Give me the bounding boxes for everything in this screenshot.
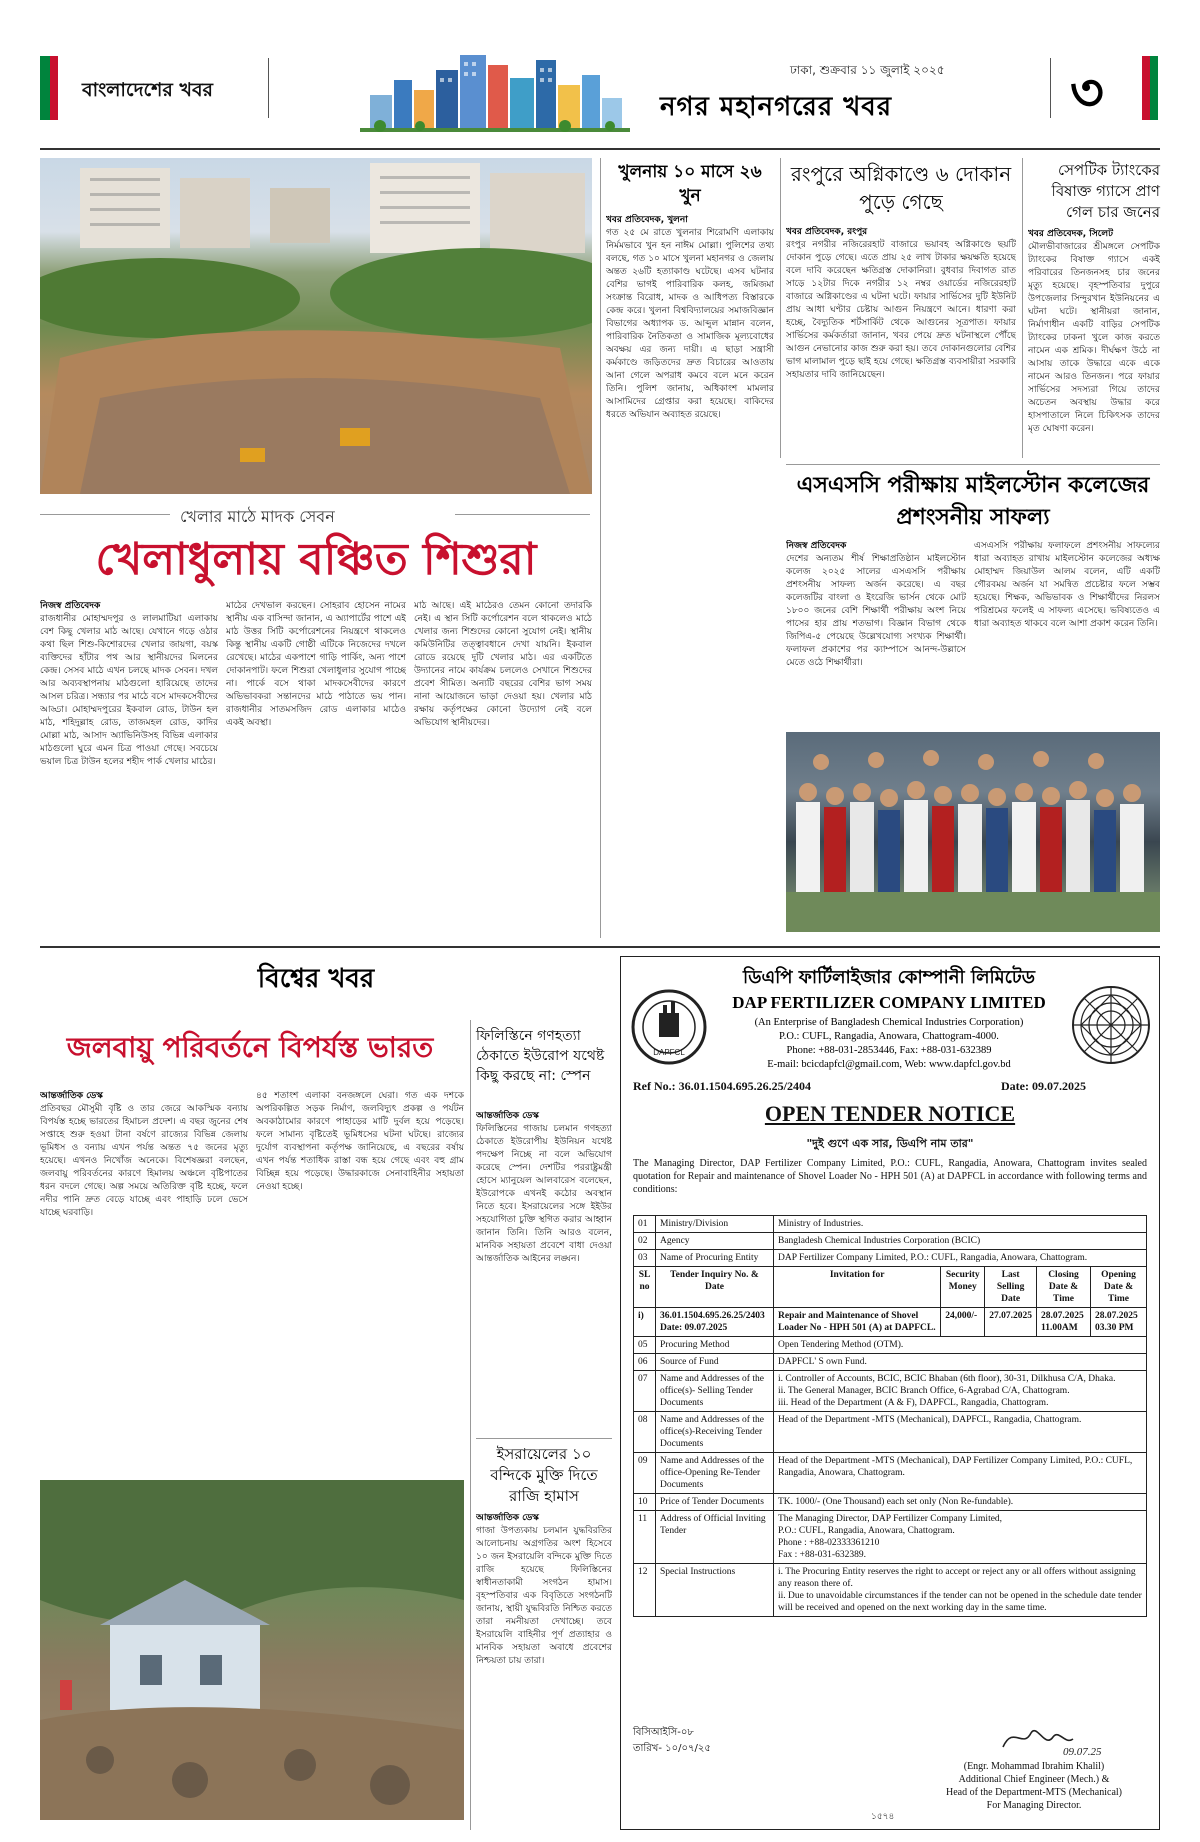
tender-slogan: "দুই গুণে এক সার, ডিএপি নাম তার" <box>806 1137 974 1150</box>
world-headline: জলবায়ু পরিবর্তনে বিপর্যস্ত ভারত <box>66 1031 434 1064</box>
signatory-designation-3: For Managing Director. <box>986 1800 1082 1811</box>
world-column-1 <box>40 1090 248 1472</box>
world-body-2: ৪৫ শতাংশ এলাকা বনজঙ্গলে ঘেরা। গত এক দশকে অপরিকল্পিত সড়ক নির্মাণ, জলবিদ্যুৎ প্রকল্প ও পর্যটন অবকাঠামোর কারণে পাহাড়ের মাটি দুর্বল হয়ে পড়েছে। ফলে সামান্য বৃষ্টিতেই ভূমিধসের ঘটনা ঘটছে। রাজ্যের দুর্যোগ ব্যবস্থাপনা কর্তৃপক্ষ জানিয়েছে, এ বছরের বর্ষায় এখন পর্যন্ত শতাধিক রাস্তা বন্ধ হয়ে গেছে এবং বহু গ্রাম বিচ্ছিন্ন হয়ে পড়েছে। উদ্ধারকাজে সেনাবাহিনীর সহায়তা নেওয়া হচ্ছে। <box>256 1091 464 1192</box>
rangpur-body: রংপুর নগরীর নজিরেরহাট বাজারে ভয়াবহ অগ্নিকাণ্ডে ছয়টি দোকান পুড়ে গেছে। এতে প্রায় ২৫ লাখ টাকার ক্ষয়ক্ষতি হয়েছে বলে দাবি করেছেন ক্ষতিগ্রস্ত দোকানিরা। বুধবার দিবাগত রাত সাড়ে ১২টার দিকে নগরীর ১২ নম্বর ওয়ার্ডের নজিরেরহাট বাজারে অগ্নিকাণ্ডের এ ঘটনা ঘটে। ফায়ার সার্ভিসের দুটি ইউনিট প্রায় আধা ঘণ্টার চেষ্টায় আগুন নিয়ন্ত্রণে আনে। ধারণা করা হচ্ছে, বৈদ্যুতিক শর্টসার্কিট থেকে আগুনের সূত্রপাত। ফায়ার সার্ভিসের কর্মকর্তারা জানান, খবর পেয়ে দ্রুত ঘটনাস্থলে পৌঁছে আগুন নেভানোর কাজ শুরু করা হয়। তবে দোকানগুলোর বেশির ভাগ মালামাল পুড়ে ছাই হয়ে গেছে। ক্ষতিগ্রস্ত ব্যবসায়ীরা সরকারি সহায়তার দাবি জানিয়েছেন। <box>786 240 1016 380</box>
row-no: 09 <box>634 1453 656 1494</box>
table-row <box>634 1250 1147 1267</box>
signatory-name: (Engr. Mohammad Ibrahim Khalil) <box>963 1761 1105 1772</box>
row-value: Ministry of Industries. <box>774 1216 1147 1233</box>
row-value: TK. 1000/- (One Thousand) each set only (Non Re-fundable). <box>774 1494 1147 1511</box>
header-tender-no: Tender Inquiry No. & Date <box>656 1267 774 1308</box>
students-celebration-photo <box>786 732 1160 932</box>
signature-date: 09.07.25 <box>1063 1746 1102 1758</box>
row-label: Name and Addresses of the office(s)- Selling Tender Documents <box>656 1371 774 1412</box>
row-no: 12 <box>634 1564 656 1617</box>
rangpur-byline: খবর প্রতিবেদক, রংপুর <box>786 227 868 237</box>
page-number: ৩ <box>1070 63 1104 123</box>
masthead-divider-right <box>1050 58 1051 118</box>
lead-body-3: মাঠ আছে। এই মাঠেরও তেমন কোনো তদারকি নেই। এ স্থান সিটি কর্পোরেশন বলে থাকলেও মাঠে খেলার জন্য শিশুদের কোনো সুযোগ নেই। স্থানীয় কমিউনিটির তত্ত্বাবধানে দেখা যায়নি। ইকবাল রোডে রয়েছে দুটি খেলার মাঠ। এর একটিতে উদ্যানের নামে কার্যক্রম চললেও সেখানে শিশুদের প্রবেশ সীমিত। অন্যটি বছরের বেশির ভাগ সময় নানা আয়োজনে ভাড়া দেওয়া হয়। খেলার মাঠ রক্ষায় কর্তৃপক্ষের কোনো উদ্যোগ নেই বলে অভিযোগ স্থানীয়দের। <box>414 601 592 728</box>
table-row <box>634 1494 1147 1511</box>
col-divider-world <box>470 1020 471 1830</box>
bcic-emblem <box>1069 983 1153 1067</box>
palestine-column <box>476 1110 612 1430</box>
tender-intro: The Managing Director, DAP Fertilizer Company Limited, P.O.: CUFL, Rangadia, Anowara, Chattogram invites sealed quotation for Repair and maintenance of Shovel Loader No - HPH 501 (A) at DAPFCL in accordance with following terms and conditions: <box>633 1158 1147 1195</box>
inv-last-selling: 27.07.2025 <box>985 1308 1037 1337</box>
row-value: i. Controller of Accounts, BCIC, BCIC Bhaban (6th floor), 30-31, Dilkhusa C/A, Dhaka. ii. The General Manager, BCIC Branch Office, 6-Agrabad C/A, Chattogram. iii. Head of the Department (A & F), DAPFCL, Rangadia, Chattogram. <box>774 1371 1147 1412</box>
col-divider-khulna <box>600 158 601 938</box>
dapfcl-logo-text: DAPFCL <box>653 1048 685 1057</box>
hamas-column <box>476 1512 612 1832</box>
lead-headline: খেলাধুলায় বঞ্চিত শিশুরা <box>95 534 537 585</box>
kicker-rule-right <box>455 514 590 515</box>
tender-ref-no: Ref No.: 36.01.1504.695.26.25/2404 <box>633 1079 811 1093</box>
sylhet-byline: খবর প্রতিবেদক, সিলেট <box>1028 229 1113 239</box>
row-label: Agency <box>656 1233 774 1250</box>
row-value: DAPFCL' S own Fund. <box>774 1354 1147 1371</box>
khulna-byline: খবর প্রতিবেদক, খুলনা <box>606 215 688 225</box>
lead-body-2: মাঠের দেখভাল করছেন। সোহরাব হোসেন নামের স্থানীয় এক বাসিন্দা জানান, এ অ্যাপার্টের পাশে এই মাঠ উত্তর সিটি কর্পোরেশনের নিয়ন্ত্রণে থাকলেও কিন্তু স্থানীয় একটি গোষ্ঠী এটিকে নিজেদের দখলে রেখেছে। মাঠের একপাশে গাড়ি পার্কিং, অন্য পাশে দোকানপাট। ফলে শিশুরা খেলাধুলার সুযোগ পাচ্ছে না। পার্কে বসে থাকা মাদকসেবীদের কারণে অভিভাবকরা সন্তানদের মাঠে পাঠাতে ভয় পান। রাজধানীর সাতমসজিদ রোড এলাকার মাঠেও একই অবস্থা। <box>226 601 406 728</box>
table-row <box>634 1354 1147 1371</box>
row-no: 06 <box>634 1354 656 1371</box>
table-row <box>634 1564 1147 1617</box>
header-sl: SL no <box>634 1267 656 1308</box>
row-label: Name and Addresses of the office(s)-Receiving Tender Documents <box>656 1412 774 1453</box>
company-name-en: DAP FERTILIZER COMPANY LIMITED <box>732 993 1046 1012</box>
hamas-headline: ইসরায়েলের ১০ বন্দিকে মুক্তি দিতে রাজি হামাস <box>490 1445 598 1505</box>
lead-byline: নিজস্ব প্রতিবেদক <box>40 601 101 611</box>
kicker-rule-left <box>40 514 170 515</box>
inv-opening: 28.07.2025 03.30 PM <box>1091 1308 1147 1337</box>
company-email: E-mail: bcicdapfcl@gmail.com, Web: www.dapfcl.gov.bd <box>767 1059 1011 1070</box>
inv-invitation: Repair and Maintenance of Shovel Loader No - HPH 501 (A) at DAPFCL. <box>774 1308 941 1337</box>
row-value: Open Tendering Method (OTM). <box>774 1337 1147 1354</box>
top-section-bottom-rule <box>40 946 1160 948</box>
row-label: Name and Addresses of the office-Opening Re-Tender Documents <box>656 1453 774 1494</box>
section-title: নগর মহানগরের খবর <box>660 92 893 122</box>
signatory-designation-1: Additional Chief Engineer (Mech.) & <box>958 1774 1110 1785</box>
sylhet-column <box>1028 228 1160 458</box>
col-divider-sylhet <box>1022 158 1023 458</box>
masthead-red-bar-left <box>50 56 58 120</box>
table-row <box>634 1453 1147 1494</box>
lead-column-2 <box>226 600 406 930</box>
sylhet-headline: সেপটিক ট্যাংকের বিষাক্ত গ্যাসে প্রাণ গেল চার জনের <box>1051 161 1160 221</box>
world-byline: আন্তর্জাতিক ডেস্ক <box>40 1091 103 1101</box>
lead-kicker: খেলার মাঠে মাদক সেবন <box>180 507 335 526</box>
signature <box>997 1719 1117 1759</box>
row-no: 01 <box>634 1216 656 1233</box>
sylhet-body: মৌলভীবাজারের শ্রীমঙ্গলে সেপটিক ট্যাংকের বিষাক্ত গ্যাসে একই পরিবারের তিনজনসহ চার জনের মৃত্যু হয়েছে। বৃহস্পতিবার দুপুরে উপজেলার সিন্দুরখান ইউনিয়নের এ ঘটনা ঘটে। স্থানীয়রা জানান, নির্মাণাধীন একটি বাড়ির সেপটিক ট্যাংকের ঢাকনা খুলে কাজ করতে নামেন এক শ্রমিক। দীর্ঘক্ষণ উঠে না আসায় তাকে উদ্ধারে একে একে নামেন আরও তিনজন। পরে ফায়ার সার্ভিসের সদস্যরা গিয়ে তাদের অচেতন অবস্থায় উদ্ধার করে হাসপাতালে নিলে চিকিৎসক তাদের মৃত ঘোষণা করেন। <box>1028 242 1160 434</box>
inv-sl: i) <box>634 1308 656 1337</box>
khulna-headline: খুলনায় ১০ মাসে ২৬ খুন <box>618 162 762 206</box>
row-label: Address of Official Inviting Tender <box>656 1511 774 1564</box>
ssc-body-2: এসএসসি পরীক্ষায় ফলাফলে প্রশংসনীয় সাফল্যের ধারা অব্যাহত রাখায় মাইলস্টোন কলেজের অধ্যক্ষ মোহাম্মদ জিয়াউল আলম বলেন, এটি একটি গৌরবময় অর্জন যা সমন্বিত প্রচেষ্টার ফলে সম্ভব হয়েছে। শিক্ষক, অভিভাবক ও শিক্ষার্থীদের নিরলস পরিশ্রমের ফলেই এ সাফল্য এসেছে। ভবিষ্যতেও এ ধারা অব্যাহত থাকবে বলে আশা প্রকাশ করেন তিনি। <box>974 541 1160 629</box>
masthead-red-bar-right <box>1142 56 1150 120</box>
row-label: Special Instructions <box>656 1564 774 1617</box>
tender-table <box>633 1215 1147 1617</box>
hamas-byline: আন্তর্জাতিক ডেস্ক <box>476 1513 539 1523</box>
masthead-bottom-rule <box>40 148 1160 150</box>
invitation-row <box>634 1308 1147 1337</box>
table-row <box>634 1412 1147 1453</box>
row-value: Bangladesh Chemical Industries Corporation (BCIC) <box>774 1233 1147 1250</box>
ssc-body-1: দেশের অন্যতম শীর্ষ শিক্ষাপ্রতিষ্ঠান মাইলস্টোন কলেজ ২০২৫ সালের এসএসসি পরীক্ষায় প্রশংসনীয় সাফল্য অর্জন করেছে। এ বছর কলেজটির বাংলা ও ইংরেজি ভার্সন থেকে মোট ১৮০০ জনের বেশি শিক্ষার্থী পরীক্ষায় অংশ নিয়ে পাসের হার প্রায় শতভাগ। বিজ্ঞান বিভাগ থেকে জিপিএ-৫ পেয়েছে উল্লেখযোগ্য সংখ্যক শিক্ষার্থী। ফলাফল প্রকাশের পর ক্যাম্পাসে আনন্দ-উল্লাসে মেতে ওঠে শিক্ষার্থীরা। <box>786 554 966 668</box>
palestine-body: ফিলিস্তিনের গাজায় চলমান গণহত্যা ঠেকাতে ইউরোপীয় ইউনিয়ন যথেষ্ট পদক্ষেপ নিচ্ছে না বলে অভিযোগ করেছে স্পেন। দেশটির পররাষ্ট্রমন্ত্রী হোসে ম্যানুয়েল আলবারেস বলেছেন, ইউরোপকে এখনই কঠোর অবস্থান নিতে হবে। ইসরায়েলের সঙ্গে ইইউর সহযোগিতা চুক্তি স্থগিত করার আহ্বান জানান তিনি। তিনি আরও বলেন, মানবিক সহায়তা প্রবেশে বাধা দেওয়া আন্তর্জাতিক আইনের লঙ্ঘন। <box>476 1124 612 1264</box>
inv-closing: 28.07.2025 11.00AM <box>1037 1308 1091 1337</box>
company-name-bn: ডিএপি ফার্টিলাইজার কোম্পানী লিমিটেড <box>743 967 1035 988</box>
header-opening: Opening Date & Time <box>1091 1267 1147 1308</box>
ssc-byline: নিজস্ব প্রতিবেদক <box>786 541 847 551</box>
row-label: Ministry/Division <box>656 1216 774 1233</box>
palestine-headline: ফিলিস্তিনে গণহত্যা ঠেকাতে ইউরোপ যথেষ্ট কিছু করছে না: স্পেন <box>476 1028 605 1084</box>
row-label: Name of Procuring Entity <box>656 1250 774 1267</box>
lead-column-1 <box>40 600 218 930</box>
header-security: Security Money <box>941 1267 985 1308</box>
bcic-code: বিসিআইসি-০৮ <box>633 1727 694 1738</box>
khulna-column <box>606 214 774 930</box>
table-row <box>634 1511 1147 1564</box>
row-no: 03 <box>634 1250 656 1267</box>
company-enterprise: (An Enterprise of Bangladesh Chemical Industries Corporation) <box>754 1017 1024 1028</box>
rangpur-column <box>786 226 1016 458</box>
row-value: Head of the Department -MTS (Mechanical), DAPFCL, Rangadia, Chattogram. <box>774 1412 1147 1453</box>
world-column-2 <box>256 1090 464 1472</box>
flood-damage-photo <box>40 1480 464 1820</box>
tender-footer-code: ১৫৭৪ <box>871 1812 895 1822</box>
lead-body-1: রাজধানীর মোহাম্মদপুর ও লালমাটিয়া এলাকায় বেশ কিছু খেলার মাঠ আছে। যেখানে গড়ে ওঠার কথা ছিল শিশু-কিশোরদের খেলার জায়গা, বয়স্ক ব্যক্তিদের হাঁটার পথ আর স্থানীয়দের মিলনের কেন্দ্র। সেসব মাঠে এখন চলছে মাদক সেবন। দখল আর অব্যবস্থাপনায় মাঠগুলো হারিয়েছে তাদের আসল চরিত্র। সন্ধ্যার পর মাঠে বসে মাদকসেবীদের আড্ডা। মোহাম্মদপুরের ইকবাল রোড, টাউন হল মাঠ, শহিদুল্লাহ রোড, তাজমহল রোড, কাদির মোল্লা মাঠ, আসাদ অ্যাভিনিউসহ বিভিন্ন এলাকার মাঠগুলো ঘুরে এমন চিত্র পাওয়া গেছে। সবচেয়ে ভয়াল চিত্র টাউন হলের শহীদ পার্ক খেলার মাঠের। <box>40 614 218 767</box>
masthead-divider <box>268 58 269 118</box>
row-value: Head of the Department -MTS (Mechanical), DAP Fertilizer Company Limited, P.O.: CUFL, Rangadia, Anowara, Chattogram. <box>774 1453 1147 1494</box>
palestine-byline: আন্তর্জাতিক ডেস্ক <box>476 1111 539 1121</box>
row-value: The Managing Director, DAP Fertilizer Company Limited, P.O.: CUFL, Rangadia, Anowara, Chattogram. Phone : +88-02333361210 Fax : +88-031-632389. <box>774 1511 1147 1564</box>
bcic-date: তারিখ- ১০/০৭/২৫ <box>633 1743 711 1754</box>
company-phone: Phone: +88-031-2853446, Fax: +88-031-632389 <box>786 1045 992 1056</box>
row-value: DAP Fertilizer Company Limited, P.O.: CUFL, Rangadia, Anowara, Chattogram. <box>774 1250 1147 1267</box>
masthead-green-bar-left <box>40 56 50 120</box>
ssc-column-2 <box>974 540 1160 726</box>
table-row <box>634 1371 1147 1412</box>
row-no: 10 <box>634 1494 656 1511</box>
ssc-column-1 <box>786 540 966 726</box>
header-closing: Closing Date & Time <box>1037 1267 1091 1308</box>
header-last-selling: Last Selling Date <box>985 1267 1037 1308</box>
row-no: 05 <box>634 1337 656 1354</box>
world-body-1: প্রতিবছর মৌসুমী বৃষ্টি ও তার জেরে আকস্মিক বন্যায় বিপর্যস্ত হচ্ছে ভারতের হিমাচল প্রদেশ। এ বছর জুনের শেষ সপ্তাহে শুরু হওয়া টানা বর্ষণে রাজ্যের বিভিন্ন জেলায় ভূমিধস ও বন্যায় এখন পর্যন্ত অন্তত ৭৫ জনের মৃত্যু হয়েছে। এখনও নিখোঁজ অনেকে। বিশেষজ্ঞরা বলছেন, জলবায়ু পরিবর্তনের কারণে হিমালয় অঞ্চলে বৃষ্টিপাতের ধরন বদলে গেছে। অল্প সময়ে অতিরিক্ত বৃষ্টি হচ্ছে, ফলে নদীর পানি দ্রুত বেড়ে যাচ্ছে এবং পাহাড়ি ঢলে ভেসে যাচ্ছে ঘরবাড়ি। <box>40 1104 248 1218</box>
city-skyline-illustration <box>360 50 630 140</box>
invitation-header-row <box>634 1267 1147 1308</box>
row-no: 08 <box>634 1412 656 1453</box>
world-section-title: বিশ্বের খবর <box>257 964 375 994</box>
table-row <box>634 1233 1147 1250</box>
row-label: Procuring Method <box>656 1337 774 1354</box>
tender-date: Date: 09.07.2025 <box>1001 1079 1086 1093</box>
row-label: Source of Fund <box>656 1354 774 1371</box>
lead-column-3 <box>414 600 592 930</box>
row-no: 11 <box>634 1511 656 1564</box>
table-row <box>634 1216 1147 1233</box>
construction-site-photo <box>40 158 592 494</box>
tender-title: OPEN TENDER NOTICE <box>764 1101 1016 1126</box>
issue-date: ঢাকা, শুক্রবার ১১ জুলাই ২০২৫ <box>790 63 945 77</box>
khulna-body: গত ২৫ মে রাতে খুলনার শিরোমণি এলাকায় নির্মমভাবে খুন হন নাঈম মোল্লা। পুলিশের তথ্য বলছে, গত ১০ মাসে খুলনা মহানগর ও জেলায় অন্তত ২৬টি হত্যাকাণ্ড ঘটেছে। এসব ঘটনার বেশির ভাগই পারিবারিক কলহ, জমিজমা সংক্রান্ত বিরোধ, মাদক ও আধিপত্য বিস্তারকে কেন্দ্র করে। খুলনা বিশ্ববিদ্যালয়ের সমাজবিজ্ঞান বিভাগের অধ্যাপক ড. আব্দুল মান্নান বলেন, পারিবারিক নৈতিকতা ও সামাজিক মূল্যবোধের অবক্ষয় এর জন্য দায়ী। এ ছাড়া সন্ত্রাসী কর্মকাণ্ডে জড়িতদের দ্রুত বিচারের আওতায় আনা গেলে অপরাধ কমবে বলে মনে করেন তিনি। পুলিশ জানায়, অধিকাংশ মামলার আসামিদের গ্রেপ্তার করা হয়েছে। বাকিদের ধরতে অভিযান অব্যাহত রয়েছে। <box>606 228 774 420</box>
ssc-top-rule <box>786 464 1160 465</box>
table-row <box>634 1337 1147 1354</box>
inv-tender-no: 36.01.1504.695.26.25/2403 Date: 09.07.2025 <box>656 1308 774 1337</box>
header-invitation: Invitation for <box>774 1267 941 1308</box>
row-no: 02 <box>634 1233 656 1250</box>
col-divider-rangpur <box>780 158 781 458</box>
company-address: P.O.: CUFL, Rangadia, Anowara, Chattogram-4000. <box>779 1031 999 1042</box>
dapfcl-logo <box>629 987 709 1067</box>
inv-security: 24,000/- <box>941 1308 985 1337</box>
row-label: Price of Tender Documents <box>656 1494 774 1511</box>
hamas-top-rule <box>476 1438 612 1439</box>
signatory-designation-2: Head of the Department-MTS (Mechanical) <box>945 1787 1123 1798</box>
rangpur-headline: রংপুরে অগ্নিকাণ্ডে ৬ দোকান পুড়ে গেছে <box>790 162 1012 214</box>
tender-notice-box <box>620 956 1160 1830</box>
masthead-green-bar-right <box>1150 56 1158 120</box>
row-value: i. The Procuring Entity reserves the right to accept or reject any or all offers without assigning any reason there of. ii. Due to unavoidable circumstances if the tender can not be opened in the schedule date tender will be received and opened on the next working day in the same time. <box>774 1564 1147 1617</box>
hamas-body: গাজা উপত্যকায় চলমান যুদ্ধবিরতির আলোচনায় অগ্রগতির অংশ হিসেবে ১০ জন ইসরায়েলি বন্দিকে মুক্তি দিতে রাজি হয়েছে ফিলিস্তিনের স্বাধীনতাকামী সংগঠন হামাস। বৃহস্পতিবার এক বিবৃতিতে সংগঠনটি জানায়, স্থায়ী যুদ্ধবিরতি নিশ্চিত করতে তারা নমনীয়তা দেখাচ্ছে। তবে ইসরায়েলি বাহিনীর পূর্ণ প্রত্যাহার ও মানবিক সহায়তা অবাধে প্রবেশের নিশ্চয়তা চায় তারা। <box>476 1526 612 1666</box>
ssc-headline: এসএসসি পরীক্ষায় মাইলস্টোন কলেজের প্রশংসনীয় সাফল্য <box>796 473 1150 530</box>
section-label-left: বাংলাদেশের খবর <box>82 79 213 101</box>
row-no: 07 <box>634 1371 656 1412</box>
